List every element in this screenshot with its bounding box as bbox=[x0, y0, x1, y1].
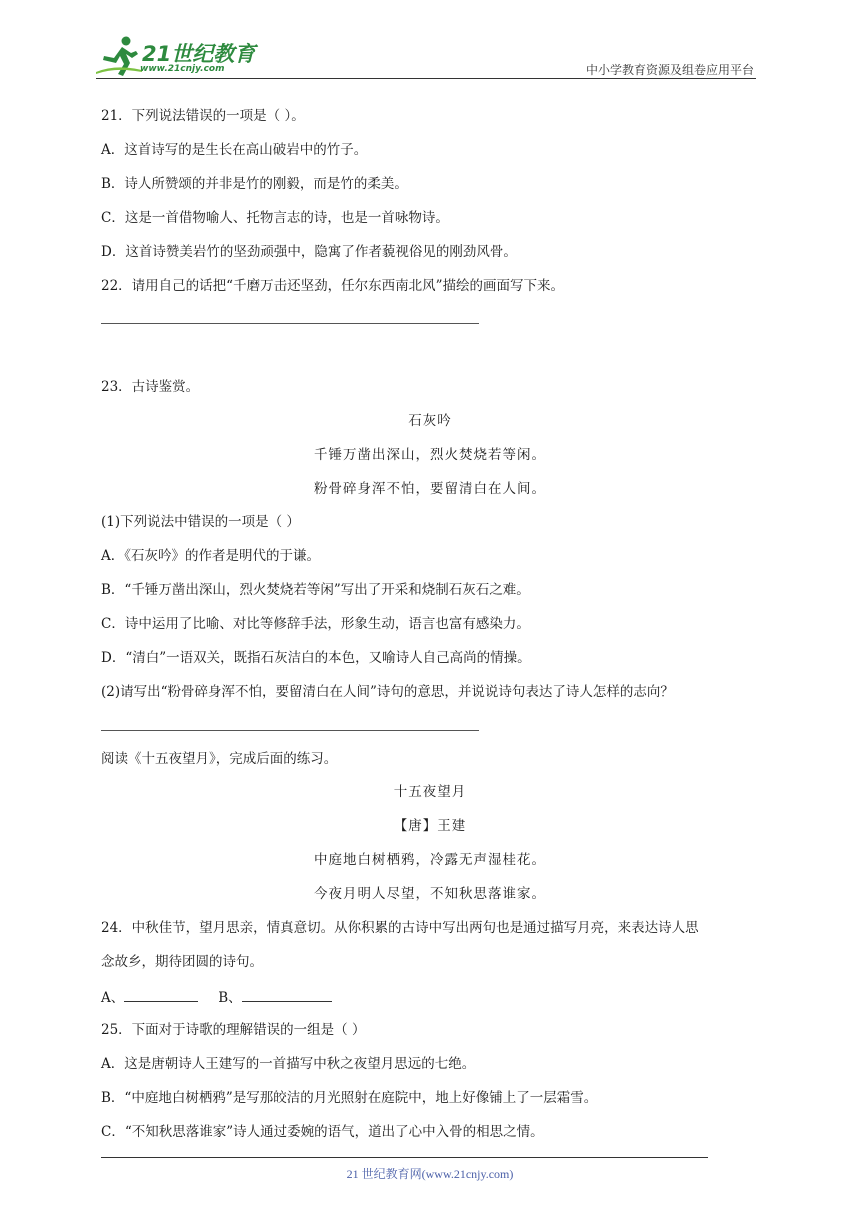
question-24: 24．中秋佳节，望月思亲，情真意切。从你积累的古诗中写出两句也是通过描写月亮，来表达诗人思 bbox=[101, 920, 699, 936]
poem-line: 今夜月明人尽望，不知秋思落谁家。 bbox=[314, 886, 546, 902]
option-23-1b: B．“千锤万凿出深山，烈火焚烧若等闲”写出了开采和烧制石灰石之难。 bbox=[101, 582, 530, 598]
footer-divider bbox=[101, 1157, 708, 1158]
option-21d: D．这首诗赞美岩竹的坚劲顽强中，隐寓了作者藐视俗见的刚劲风骨。 bbox=[101, 244, 517, 260]
option-25b: B．“中庭地白树栖鸦”是写那皎洁的月光照射在庭院中，地上好像铺上了一层霜雪。 bbox=[101, 1090, 598, 1106]
option-21c: C．这是一首借物喻人、托物言志的诗，也是一首咏物诗。 bbox=[101, 210, 449, 226]
reading-instruction: 阅读《十五夜望月》，完成后面的练习。 bbox=[101, 751, 338, 767]
poem-author: 【唐】王建 bbox=[393, 818, 467, 834]
question-23: 23．古诗鉴赏。 bbox=[101, 379, 200, 395]
poem-line: 粉骨碎身浑不怕，要留清白在人间。 bbox=[314, 481, 546, 497]
runner-icon bbox=[96, 34, 144, 78]
option-25a: A．这是唐朝诗人王建写的一首描写中秋之夜望月思远的七绝。 bbox=[101, 1056, 476, 1072]
poem-title-shihuiyin: 石灰吟 bbox=[408, 413, 452, 429]
option-23-1d: D．“清白”一语双关，既指石灰洁白的本色，又喻诗人自己高尚的情操。 bbox=[101, 650, 531, 666]
header-divider bbox=[96, 78, 756, 79]
answer-line-22[interactable] bbox=[101, 323, 479, 324]
answer-row-24 bbox=[101, 987, 332, 1007]
answer-blank-a[interactable] bbox=[124, 987, 198, 1002]
question-24-cont: 念故乡，期待团圆的诗句。 bbox=[101, 954, 263, 970]
answer-blank-b[interactable] bbox=[242, 987, 332, 1002]
answer-label-a: A、 bbox=[101, 990, 125, 1006]
poem-line: 中庭地白树栖鸦，冷露无声湿桂花。 bbox=[314, 852, 546, 868]
option-25c: C．“不知秋思落谁家”诗人通过委婉的语气，道出了心中入骨的相思之情。 bbox=[101, 1124, 544, 1140]
logo-text: 21世纪教育 bbox=[142, 42, 256, 66]
option-23-1a: A．《石灰吟》的作者是明代的于谦。 bbox=[101, 548, 320, 564]
question-25: 25．下面对于诗歌的理解错误的一组是（ ） bbox=[101, 1022, 366, 1038]
question-23-1: (1)下列说法中错误的一项是（ ） bbox=[101, 514, 300, 530]
poem-title-shiwuyewangyue: 十五夜望月 bbox=[393, 784, 467, 800]
question-21: 21．下列说法错误的一项是（ ）。 bbox=[101, 108, 305, 124]
logo-url: www.21cnjy.com bbox=[140, 64, 225, 74]
answer-line-23-2[interactable] bbox=[101, 730, 479, 731]
question-22: 22．请用自己的话把“千磨万击还坚劲，任尔东西南北风”描绘的画面写下来。 bbox=[101, 278, 564, 294]
logo bbox=[96, 34, 256, 78]
option-23-1c: C．诗中运用了比喻、对比等修辞手法，形象生动，语言也富有感染力。 bbox=[101, 616, 530, 632]
option-21b: B．诗人所赞颂的并非是竹的刚毅，而是竹的柔美。 bbox=[101, 176, 408, 192]
answer-label-b: B、 bbox=[218, 990, 242, 1006]
platform-title: 中小学教育资源及组卷应用平台 bbox=[585, 63, 754, 77]
option-21a: A．这首诗写的是生长在高山破岩中的竹子。 bbox=[101, 142, 368, 158]
poem-line: 千锤万凿出深山，烈火焚烧若等闲。 bbox=[314, 447, 546, 463]
page-header bbox=[96, 34, 756, 80]
footer-text: 21 世纪教育网(www.21cnjy.com) bbox=[346, 1167, 514, 1181]
question-23-2: (2)请写出“粉骨碎身浑不怕，要留清白在人间”诗句的意思，并说说诗句表达了诗人怎样的志向？ bbox=[101, 684, 674, 700]
